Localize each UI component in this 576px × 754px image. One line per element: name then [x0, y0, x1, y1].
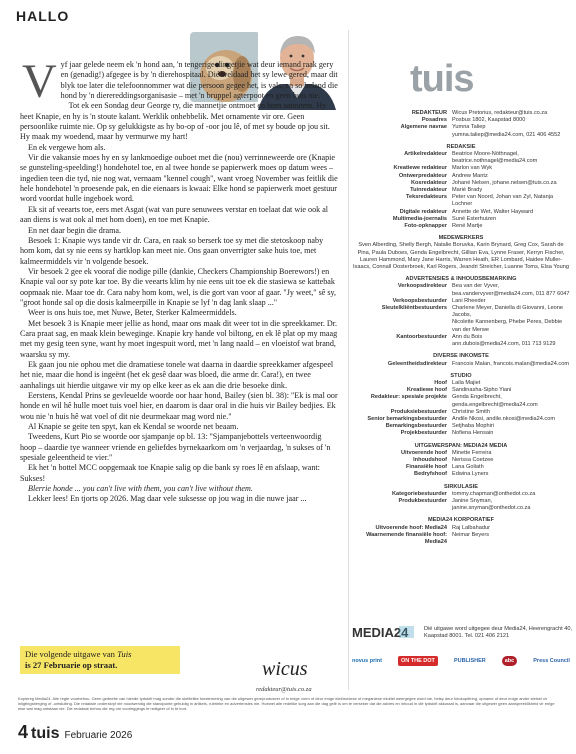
article-paragraph: Tweedens, Kurt Pio se woorde oor sjampanje op bl. 13: "Sjampanjebottels verteenwoordig hoop – daardie tye wanneer vriende en geliefdes byrnekaarkom om 'n verjaardag, 'n sukses of 'n spesiale geleentheid te vier." [20, 432, 331, 463]
masthead-section-title: DIVERSE INKOMSTE [433, 353, 489, 360]
masthead [352, 110, 570, 546]
masthead-row [352, 165, 570, 172]
masthead-person: Wicus Pretorius, redakteur@tuis.co.za [452, 110, 548, 116]
masthead-role: Senior bemarkingsbestuurder [367, 415, 447, 422]
footer-issue: Februarie 2026 [64, 730, 133, 741]
masthead-person: Marlon van Wyk [452, 165, 493, 172]
masthead-row [352, 319, 570, 333]
masthead-row [352, 209, 570, 216]
article-paragraph: Weer is ons huis toe, met Nuwe, Beter, Sterker Kalmeermiddels. [28, 308, 237, 318]
callout-prefix: Die volgende uitgawe van [25, 649, 115, 659]
masthead-role: Verkoopsdirekteur [397, 283, 447, 290]
masthead-role: REDAKTEUR [411, 110, 447, 116]
masthead-person: beatrice.nothnagel@media24.com [452, 158, 538, 165]
article-paragraph: Met besoek 3 is Knapie meer jellie as hond, maar ons maak dit weer tot in die spreekkamer. Dr. Cara praat sag, en maak klein beweginge. Knapie kry hande vol biltong, en ek lê plat op my maag met my gesig teen syne, want hy moet ingespuit word, met 'n lang naald – en vloeistof wat brand, waarsku sy my. [20, 318, 338, 359]
masthead-row [352, 430, 570, 437]
masthead-row [352, 110, 570, 117]
masthead-person: Francois Malan, francois.malan@media24.com [452, 360, 569, 367]
masthead-row [352, 158, 570, 165]
masthead-person: Andile Nkosi, andile.nkosi@media24.com [452, 415, 555, 422]
masthead-row [352, 124, 570, 131]
masthead-role: Produksiebestuurder [390, 408, 447, 415]
masthead-person: Yumna Taliep [452, 124, 486, 131]
masthead-row [352, 380, 570, 387]
masthead-row [352, 409, 570, 416]
masthead-row [352, 173, 570, 180]
article-paragraph: Ek sit af veearts toe, eers met Asgat (wat van pure senuwees verstar en toelaat dat wie ook al aan diens is wat ook al met hom doen), en toe met Knapie. [20, 204, 329, 225]
masthead-person: Nicolette Kannenberg, Phebe Peres, Debbie van der Merwe [452, 319, 563, 333]
masthead-person: Minette Ferreira [452, 449, 492, 456]
article-paragraph: En net daar begin die drama. [28, 225, 122, 235]
masthead-person: Janine Snyman, janine.snyman@onthedot.co.za [452, 497, 531, 512]
masthead-person: Sandinasha-Sipho Yiani [452, 387, 512, 394]
dropcap-letter: V [22, 55, 57, 108]
masthead-role: Kategoriebestuurder [391, 490, 447, 497]
column-divider [348, 30, 349, 690]
masthead-role [352, 132, 452, 139]
masthead-person: Johané Nelsen, johane.nelsen@tuis.co.za [452, 179, 557, 186]
media24-info-line2: Kaapstad 8001. Tel. 021 406 2121 [424, 633, 510, 639]
masthead-role: Bemarkingsbestuurder [385, 423, 447, 430]
masthead-section-title: MEDEWERKERS [438, 235, 484, 242]
masthead-section-title: REDAKSIE [446, 143, 476, 150]
masthead-person: Christine Smith [452, 408, 490, 415]
article-paragraph: Ek gaan jou nie ophou met die dramatiese tonele wat daarna in daardie spreekkamer afgespeel het nie, maar die hond is ingeënt (het ek gesê daar was bloed, die arme dr. Cara!), en twee aanhalings uit hierdie uitgawe vir my op elke keer as ek aan die drie besoeke dink. [20, 359, 334, 390]
masthead-row [352, 223, 570, 230]
masthead-person: Suné Esterhuizen [452, 215, 497, 222]
masthead-person: Peter van Noord, Johan van Zyl, Natanja Lochner [452, 194, 554, 208]
next-issue-callout [20, 646, 180, 674]
masthead-row [352, 471, 570, 478]
masthead-role [352, 158, 452, 165]
article-paragraph: Eerstens, Kendal Prins se gevleuelde woorde oor haar hond, Bailey (sien bl. 38): "Ek is mal oor honde en wil hê hulle moet tuis voel hier, en daarom is daar oral in die huis vir Bailey bedjies. Ek wou nie 'n huis hê wat voel of dit nie deurmekaar mag word nie." [20, 391, 338, 421]
article-paragraph: Vir besoek 2 gee ek vooraf die nodige pille (dankie, Checkers Championship Boerewors!) en Knapie val oor sy pote kar toe. By die veearts klim hy nie eens uit toe ek die stasiewa se kattebak oopmaak nie. Maar toe dr. Cara naby hom kom, wel, is die gort van voor af gaar. "Jy weet," sê sy, "groot honde sal op die dosis kalmeerpille in Knapie se lyf 'n dag lank slaap ..." [20, 266, 337, 307]
media24-logo [352, 624, 414, 640]
callout-suffix: is 27 Februarie op straat. [25, 660, 118, 670]
article-paragraph: En ek vergewe hom als. [28, 142, 106, 152]
masthead-row [352, 457, 570, 464]
media24-info-line1: Dié uitgawe word uitgegee deur Media24, Heerengracht 40, [424, 626, 573, 632]
editor-email: redakteur@tuis.co.za [256, 686, 312, 693]
masthead-role: Waarnemende finansiële hoof: Media24 [366, 531, 447, 545]
page-number: 4 [18, 722, 29, 742]
masthead-row [352, 361, 570, 368]
masthead-row [352, 341, 570, 348]
section-label: HALLO [16, 8, 70, 24]
masthead-role: Verkoopsbestuurder [392, 297, 447, 304]
masthead-person: Charlene Meyer, Daniella di Giovanni, Leone Jacobs, [452, 305, 564, 319]
media24-info [424, 626, 572, 640]
masthead-person: Nerissa Coetzee [452, 456, 494, 463]
media24-logo-text: MEDIA24 [352, 625, 409, 640]
masthead-person: ann.dubois@media24.com, 011 713 9129 [452, 341, 556, 348]
masthead-person: Bea van der Vyver, bea.vandervyver@media24.com, 011 877 6047 [452, 283, 570, 297]
masthead-role: Teksredakteurs [406, 194, 447, 201]
masthead-row [352, 491, 570, 498]
masthead-role: Sleutelkliëntbestuurders [381, 305, 447, 312]
masthead-row [352, 525, 570, 532]
masthead-role: Finansiële hoof [405, 464, 447, 471]
sponsor-publisher: PUBLISHER [453, 658, 486, 664]
masthead-row [352, 387, 570, 394]
masthead-row [352, 298, 570, 305]
masthead-role: Projekbestuurder [400, 430, 447, 437]
masthead-section-title: STUDIO [450, 372, 472, 379]
article-paragraph: Lekker lees! En tjorts op 2026. Mag daar vele suksesse op jou wag in die nuwe jaar ... [28, 494, 307, 504]
masthead-section-title: SIRKULASIE [444, 483, 478, 490]
masthead-row [352, 216, 570, 223]
masthead-role: Multimedia-joernalis [392, 215, 447, 222]
masthead-row [352, 180, 570, 187]
masthead-row [352, 194, 570, 208]
masthead-role: Redakteur: spesiale projekte [370, 394, 447, 401]
masthead-role: Bedryfshoof [414, 471, 447, 478]
article-paragraph: Vir die vakansie moes hy en sy lankmoedige ouboet met die (nou) verrinneweerde ore (Knapie se gunsteling-speelding!) hondehotel toe, en al twee honde se papierwerk moes op datum wees – ingedien teen die tyd, nie nog wat, vernaam "kennel cough", want vroeg November was feitlik die hele hondehotel 'n proesende pak, en die eienaars is kwaai: Elke hond se papierwerk moet gestuur word voordat hulle ingeboek word. [20, 153, 338, 204]
contributors-list: Sven Alberding, Shelly Bergh, Natalie Boruvka, Karin Brynard, Greg Cox, Sarah de Pina, Paula Duboes, Genda Engelbrecht, Gillian Eva, Lynne Fraser, Kerryn Fischer, Lauren Hammond, Mary Jane Harris, Warren Heath, ER Lombard, Haidee Muller-Isaacs, Connall Oosterbroek, Karl Rogers, Jeandri Streicher, Luanne Toms, Elsa Young [353, 242, 569, 271]
masthead-role: Kantoorbestuurder [396, 333, 447, 340]
article-paragraph: Al Knapie se geite ten spyt, kan ek Kendal se woorde net beaam. [28, 422, 239, 432]
masthead-role [352, 319, 452, 333]
masthead-role: Tuinredakteur [410, 187, 447, 194]
masthead-role: Foto-opknapper [404, 223, 447, 230]
masthead-role: Inhoudshoof [413, 456, 447, 463]
masthead-row [352, 532, 570, 546]
sponsor-press-council: Press Council [533, 658, 570, 664]
article-paragraph: Blerrie honde ... you can't live with them, you can't live without them. [28, 484, 253, 494]
article-paragraph: Besoek 1: Knapie wys tande vir dr. Cara, en raak so berserk toe sy met die stetoskoop naby hom kom, dat sy nie eens sy hartklop kan meet nie. Ons gaan onverrigter sake huis toe, met kalmeermiddels vir 'n volgende besoek. [20, 235, 324, 266]
masthead-person: René Martje [452, 223, 483, 230]
masthead-person: Andrew Mantz [452, 172, 488, 179]
masthead-role: Kreatiewe hoof [406, 387, 447, 394]
page-footer [18, 722, 132, 743]
masthead-row [352, 334, 570, 341]
masthead-role: Artikelredakteur [404, 151, 447, 158]
editor-letter [20, 55, 338, 505]
masthead-row [352, 187, 570, 194]
masthead-person: Setjhaba Mophiri [452, 423, 494, 430]
masthead-person: Beatrice Moore-Nöthnagel, [452, 151, 519, 158]
masthead-row [352, 498, 570, 512]
masthead-section-title: ADVERTENSIES & INHOUDSBEMARKING [405, 276, 517, 283]
sponsor-onthedot: ON THE DOT [398, 656, 438, 666]
masthead-row [352, 416, 570, 423]
masthead-role: Posadres [421, 117, 447, 124]
masthead-role: Produkbestuurder [398, 497, 447, 504]
legal-notice: Kopiereg Media24. Alle regte voorbehou. Geen gedeelte van hierdie tydskrif mag sonder die skriftelike toestemming van die uitgewer gereproduseer of in enige vorm of deur enige elektroniese of meganiese middel weergegee word nie, hetsy deur fotokopiëring, opname of deur enige ander stelsel vir inligtingsberging of -ontsluiting. Die redaksie onderskryf nie noodwendig die standpunte gehuldig in artikels, rubrieke en advertensies nie. Hoewel alle redelike sorg aan die dag gelê is om te verseker dat die advies en inhoud in dié tydskrif akkuraat is, aanvaar die uitgewer geen aanspreeklikheid vir enige eise wat mag ontstaan nie. Die redaksie behou die reg om voorleggings te redigeer of in te kort. [18, 696, 555, 711]
masthead-person: Raj Lalbahadur [452, 524, 490, 531]
masthead-role: Uitvoerende hoof: Media24 [375, 524, 447, 531]
masthead-role: Ontwerpredakteur [398, 172, 447, 179]
footer-brand: tuis [31, 725, 60, 742]
masthead-row [352, 283, 570, 297]
article-paragraph: yf jaar gelede neem ek 'n hond aan, 'n tengerige dingetjie wat deur iemand raak gery en (genadig!) afgegee is by 'n dierehospitaal. Dié weldaad het sy lewe gered, maar dit blyk toe later die telefoonnommer wat die persoon gegee het, is vals, en so beland die hond by 'n dierereddingsorganisasie – met 'n bruppel agterpoot en geen huis nie. [60, 60, 338, 101]
masthead-person: yumna.taliep@media24.com, 021 406 4552 [452, 131, 561, 138]
masthead-role: Geleentheidsdirekteur [387, 360, 447, 367]
masthead-role: Kreatiewe redakteur [393, 165, 447, 172]
callout-mag: Tuis [117, 649, 132, 659]
article-paragraph: Ek het 'n bottel MCC oopgemaak toe Knapie salig op die bank sy roes lê en afslaap, want: Sukses! [20, 463, 320, 483]
masthead-person: Lani Rheeder [452, 297, 486, 304]
masthead-section-title: UITGEWERSPAN: MEDIA24 MEDIA [414, 442, 508, 449]
sponsor-novus: novus print [352, 658, 382, 664]
masthead-role: Hoof [434, 379, 447, 386]
masthead-person: Edwina Lyners [452, 471, 489, 478]
masthead-person: Lana Goliath [452, 464, 484, 471]
masthead-section-title: MEDIA24 KORPORATIEF [427, 517, 495, 524]
masthead-person: Neimar Beyers [452, 531, 489, 538]
masthead-role: Digitale redakteur [399, 208, 447, 215]
masthead-row [352, 423, 570, 430]
masthead-role: Algemene navrae [400, 124, 447, 131]
sponsor-logos [352, 650, 570, 672]
masthead-person: Marié Brady [452, 187, 483, 194]
editor-signature: wicus [262, 658, 308, 680]
masthead-role [352, 341, 452, 348]
sponsor-abc: abc [502, 656, 517, 666]
masthead-row [352, 117, 570, 124]
masthead-row [352, 151, 570, 158]
masthead-role: Kosredakteur [410, 179, 447, 186]
masthead-person: Genda Engelbrecht, genda.engelbrecht@media24.com [452, 394, 538, 408]
masthead-person: Laila Majiet [452, 379, 481, 386]
masthead-row [352, 305, 570, 319]
masthead-person: Annette de Wet, Walter Hayward [452, 208, 534, 215]
masthead-row [352, 464, 570, 471]
masthead-role: Uitvoerende hoof [401, 449, 447, 456]
masthead-person: Ann du Bois [452, 333, 483, 340]
masthead-row [352, 394, 570, 408]
masthead-row [352, 450, 570, 457]
masthead-row [352, 132, 570, 139]
magazine-logo: tuis [410, 58, 474, 100]
article-paragraph: Tot ek een Sondag deur George ry, die mannetjie ontmoet en hom aanneem. Hy heet Knapie, en hy is 'n stoute kalant. Werklik onhebbelik. Met ornamente vir ore. Geen persoonlike ruimte nie. Op sy gelukkigste as hy bo-op of -oor jou lê, of met sy boude op jou sit. Hy maak my woedend, maar hy vermurwe my hart! [20, 101, 330, 142]
masthead-person: tommy.chapman@onthedot.co.za [452, 490, 536, 497]
masthead-person: Nofiena Hensain [452, 430, 494, 437]
masthead-person: Posbus 1802, Kaapstad 8000 [452, 117, 526, 124]
